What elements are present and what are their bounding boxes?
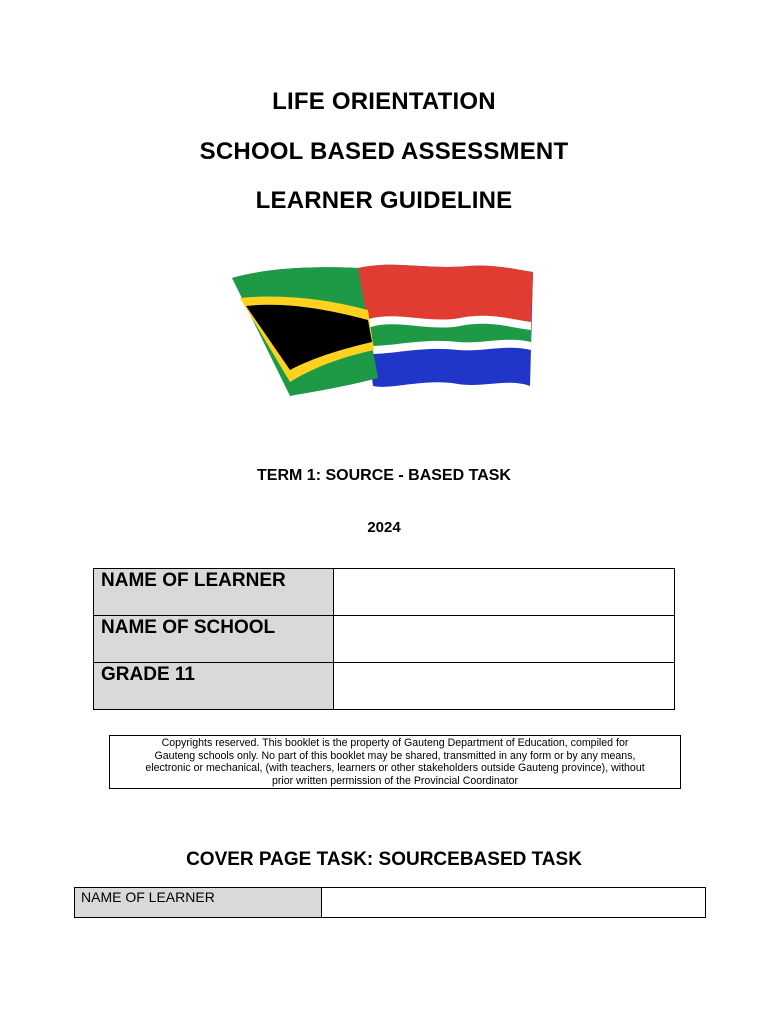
title-subject: LIFE ORIENTATION <box>272 88 496 115</box>
cover-learner-name-label: NAME OF LEARNER <box>75 888 322 918</box>
south-africa-flag-icon <box>228 258 538 406</box>
table-row <box>94 616 675 663</box>
copyright-line: Gauteng schools only. No part of this booklet may be shared, transmitted in any form or by any means, <box>154 749 636 762</box>
title-guideline: LEARNER GUIDELINE <box>255 187 513 214</box>
cover-task-title: COVER PAGE TASK: SOURCEBASED TASK <box>186 849 582 870</box>
table-row <box>94 663 675 710</box>
year-label: 2024 <box>367 519 401 536</box>
cover-task-table <box>74 887 706 918</box>
school-name-field[interactable] <box>334 616 675 663</box>
table-row <box>94 569 675 616</box>
term-label: TERM 1: SOURCE - BASED TASK <box>257 467 511 484</box>
learner-name-field[interactable] <box>334 569 675 616</box>
copyright-line: Copyrights reserved. This booklet is the property of Gauteng Department of Education, compiled for <box>161 737 629 749</box>
learner-name-label: NAME OF LEARNER <box>94 569 334 616</box>
learner-info-table <box>93 568 675 710</box>
cover-learner-name-field[interactable] <box>322 888 706 918</box>
copyright-line: prior written permission of the Provincial Coordinator <box>271 774 519 787</box>
copyright-line: electronic or mechanical, (with teachers, learners or other stakeholders outside Gauteng province), without <box>145 762 645 775</box>
title-assessment: SCHOOL BASED ASSESSMENT <box>199 138 569 165</box>
copyright-notice <box>109 735 681 789</box>
grade-label: GRADE 11 <box>94 663 334 710</box>
grade-field[interactable] <box>334 663 675 710</box>
table-row <box>75 888 706 918</box>
school-name-label: NAME OF SCHOOL <box>94 616 334 663</box>
